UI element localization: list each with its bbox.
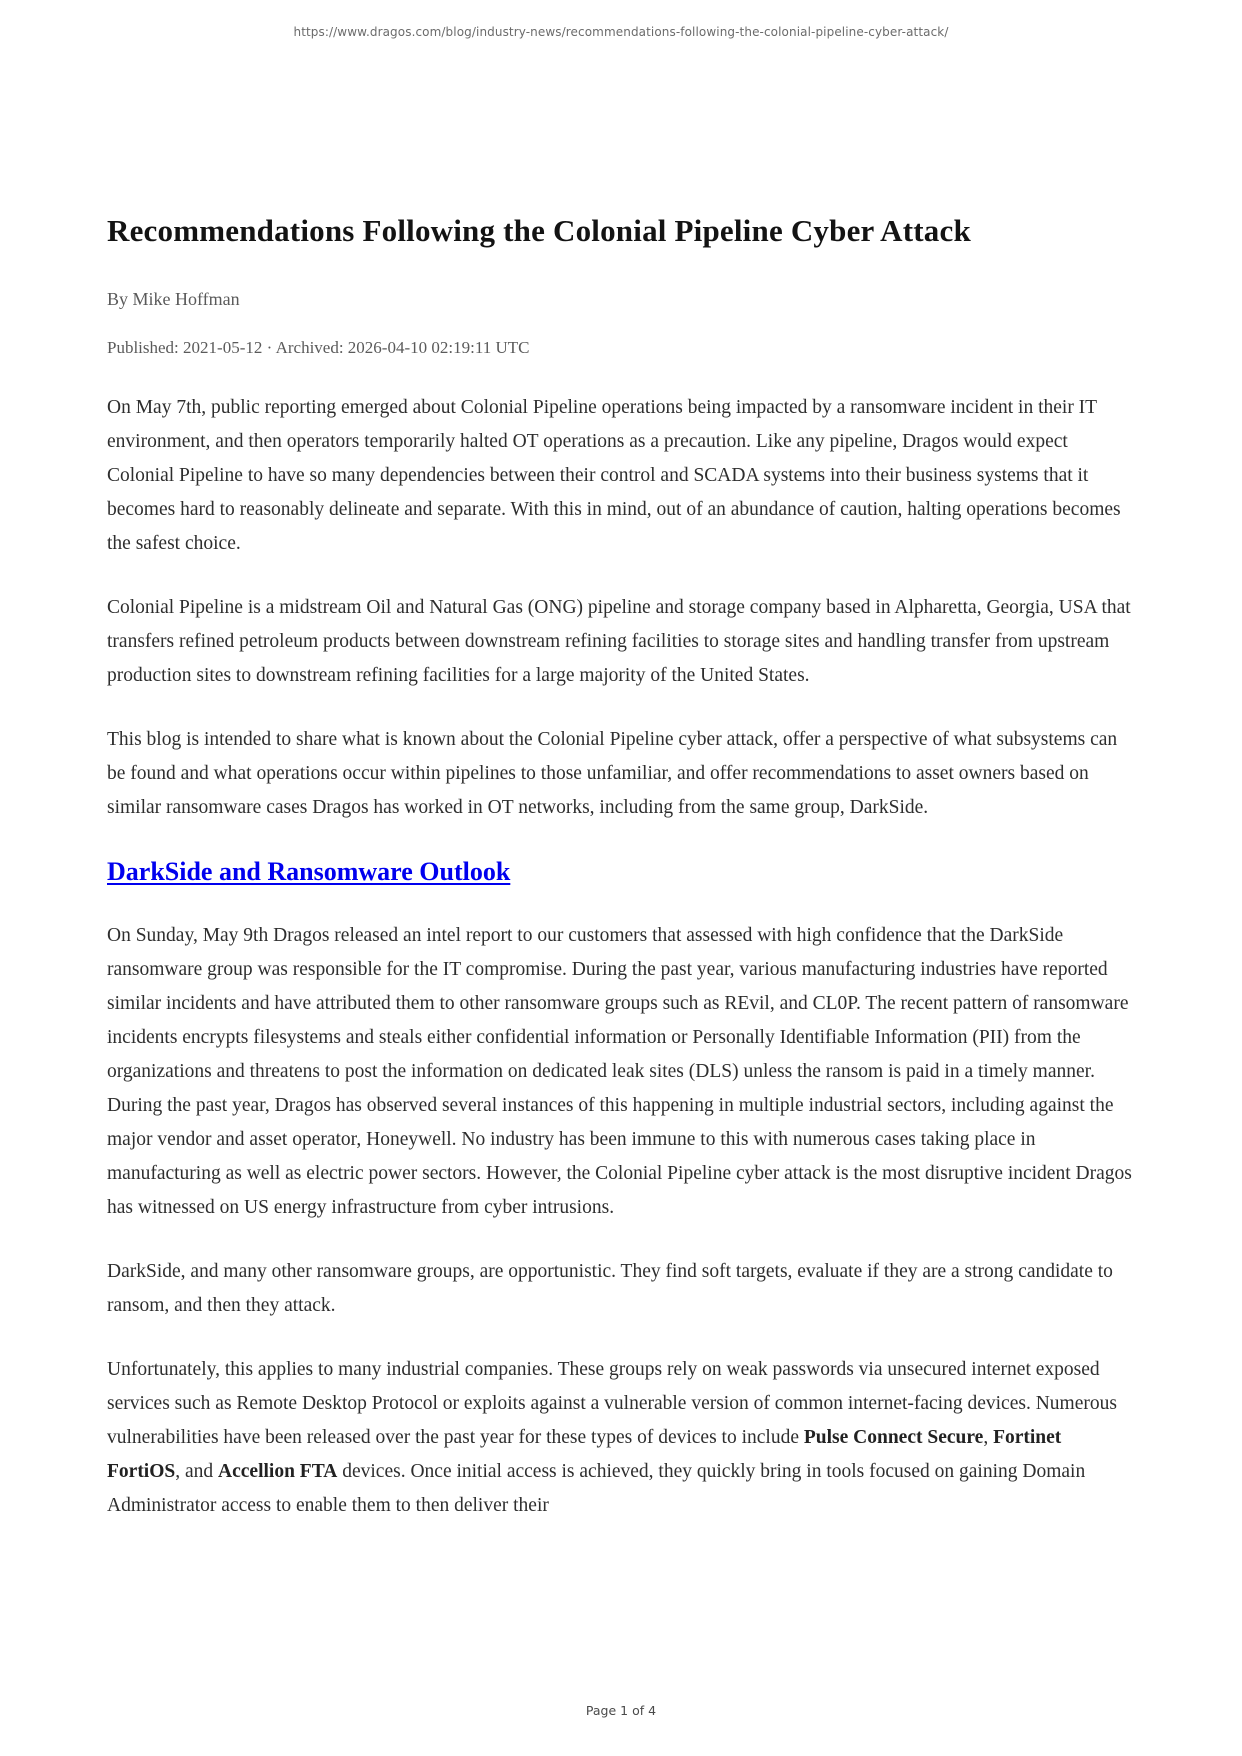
closing-text-segment: , and bbox=[175, 1461, 219, 1482]
page-number-label: Page 1 of 4 bbox=[585, 1703, 657, 1718]
published-archived-meta: Published: 2021-05-12 · Archived: 2026-04-10 02:19:11 UTC bbox=[107, 338, 530, 357]
product-name-fortinet-fortios: Fortinet FortiOS bbox=[107, 1427, 1062, 1482]
product-name-accellion-fta: Accellion FTA bbox=[218, 1461, 338, 1482]
intro-paragraph-1: On May 7th, public reporting emerged about Colonial Pipeline operations being impacted by a ransomware incident in their IT environment, and then operators temporarily halted OT operations as a precaution. Like any pipeline, Dragos would expect Colonial Pipeline to have so many dependencies between their control and SCADA systems into their business systems that it becomes hard to reasonably delineate and separate. With this in mind, out of an abundance of caution, halting operations becomes the safest choice. bbox=[107, 397, 1121, 554]
product-name-pulse-connect-secure: Pulse Connect Secure bbox=[803, 1427, 984, 1448]
print-footer bbox=[0, 1703, 1242, 1718]
intro-paragraph-3: This blog is intended to share what is known about the Colonial Pipeline cyber attack, offer a perspective of what subsystems can be found and what operations occur within pipelines to those unfamiliar, and offer recommendations to asset owners based on similar ransomware cases Dragos has worked in OT networks, including from the same group, DarkSide. bbox=[107, 729, 1118, 818]
article bbox=[107, 0, 1135, 1553]
closing-text-segment: , bbox=[983, 1427, 994, 1448]
section-paragraph-1: On Sunday, May 9th Dragos released an intel report to our customers that assessed with high confidence that the DarkSide ransomware group was responsible for the IT compromise. During the past year, various manufacturing industries have reported similar incidents and have attributed them to other ransomware groups such as REvil, and CL0P. The recent pattern of ransomware incidents encrypts filesystems and steals either confidential information or Personally Identifiable Information (PII) from the organizations and threatens to post the information on dedicated leak sites (DLS) unless the ransom is paid in a timely manner. During the past year, Dragos has observed several instances of this happening in multiple industrial sectors, including against the major vendor and asset operator, Honeywell. No industry has been immune to this with numerous cases taking place in manufacturing as well as electric power sectors. However, the Colonial Pipeline cyber attack is the most disruptive incident Dragos has witnessed on US energy infrastructure from cyber intrusions. bbox=[107, 925, 1132, 1218]
section-paragraph-3 bbox=[107, 1353, 1135, 1523]
section-heading bbox=[107, 855, 1135, 889]
closing-text-segment: devices. Once initial access is achieved, they quickly bring in tools focused on gaining Domain Administrator access to enable them to then deliver their bbox=[107, 1461, 1086, 1516]
intro-paragraph-2: Colonial Pipeline is a midstream Oil and Natural Gas (ONG) pipeline and storage company based in Alpharetta, Georgia, USA that transfers refined petroleum products between downstream refining facilities to storage sites and handling transfer from upstream production sites to downstream refining facilities for a large majority of the United States. bbox=[107, 597, 1131, 686]
article-title: Recommendations Following the Colonial Pipeline Cyber Attack bbox=[107, 213, 971, 248]
author-byline: By Mike Hoffman bbox=[107, 289, 240, 309]
source-url-text: https://www.dragos.com/blog/industry-news/recommendations-following-the-colonial-pipeline-cyber-attack/ bbox=[293, 25, 949, 39]
section-heading-link[interactable]: DarkSide and Ransomware Outlook bbox=[107, 857, 511, 886]
section-paragraph-2: DarkSide, and many other ransomware groups, are opportunistic. They find soft targets, evaluate if they are a strong candidate to ransom, and then they attack. bbox=[107, 1261, 1113, 1316]
closing-text-segment: Unfortunately, this applies to many industrial companies. These groups rely on weak passwords via unsecured internet exposed services such as Remote Desktop Protocol or exploits against a vulnerable version of common internet-facing devices. Numerous vulnerabilities have been released over the past year for these types of devices to include bbox=[107, 1359, 1117, 1448]
